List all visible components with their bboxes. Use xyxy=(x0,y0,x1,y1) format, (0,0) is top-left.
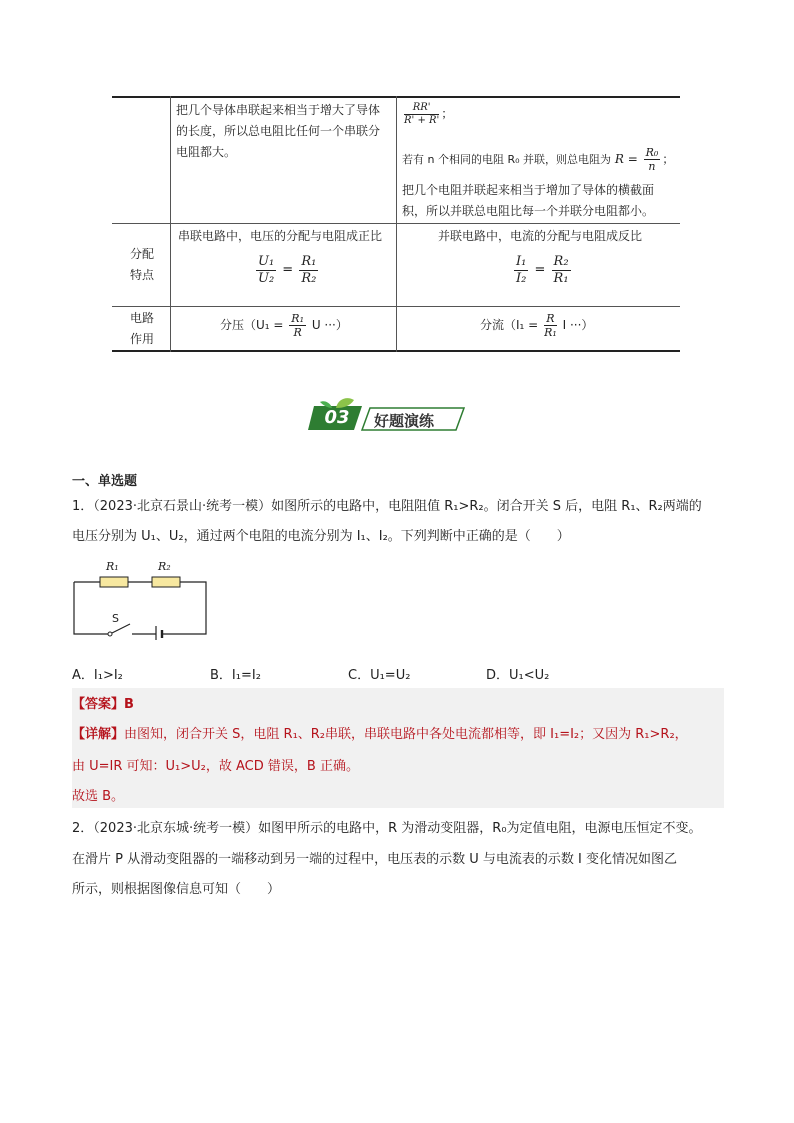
row3-series-formula: 分压（U₁ = $\frac{\text{R₁}}{R}$ U ···） xyxy=(220,312,348,340)
circuit-label-r2: R₂ xyxy=(158,560,171,573)
q1-option-a: A．I₁>I₂ xyxy=(72,668,123,683)
row2-label: 分配特点 xyxy=(129,247,154,282)
row3-label: 电路作用 xyxy=(129,311,154,346)
row1-parallel-n: 若有 n 个相同的电阻 R₀ 并联，则总电阻为 R = $\frac{\text{R₀}}{n}$ ； xyxy=(402,146,675,174)
switch-icon xyxy=(108,632,112,636)
row2-parallel-formula: $\frac{\text{I₁}}{\text{I₂}}$ = $\frac{\text{R₂}}{\text{R₁}}$ xyxy=(516,254,569,286)
q1-text-line2: 电压分别为 U₁、U₂，通过两个电阻的电流分别为 I₁、I₂。下列判断中正确的是（ ） xyxy=(72,529,570,544)
resistor-r1 xyxy=(100,577,128,587)
q2-text-line3: 所示，则根据图像信息可知（ ） xyxy=(72,882,281,897)
q1-conclusion: 故选 B。 xyxy=(72,789,125,804)
q1-option-b: B．I₁=I₂ xyxy=(210,668,261,683)
q1-answer: 【答案】B xyxy=(72,697,134,712)
table-col-divider xyxy=(170,96,171,352)
q2-text-line2: 在滑片 P 从滑动变阻器的一端移动到另一端的过程中，电压表的示数 U 与电流表的示数 I 变化情况如图乙 xyxy=(72,852,677,867)
row1-parallel-fraction: $\frac{RR'}{R' + R'}$ ； xyxy=(404,102,454,126)
table-col-divider xyxy=(396,96,397,352)
q1-detail-line2: 由 U=IR 可知：U₁>U₂，故 ACD 错误，B 正确。 xyxy=(72,759,359,774)
q2-text-line1: 2．（2023·北京东城·统考一模）如图甲所示的电路中，R 为滑动变阻器，R₀为定值电阻，电源电压恒定不变。 xyxy=(72,821,702,836)
circuit-label-switch: S xyxy=(112,612,119,625)
row3-parallel-formula: 分流（I₁ = $\frac{R}{\text{R₁}}$ I ···） xyxy=(480,312,594,340)
section-number: 03 xyxy=(324,407,350,428)
section-title: 好题演练 xyxy=(374,412,435,430)
q1-option-d: D．U₁<U₂ xyxy=(486,668,550,683)
comparison-table xyxy=(112,96,680,352)
row2-series-formula: $\frac{\text{U₁}}{\text{U₂}}$ = $\frac{\text{R₁}}{\text{R₂}}$ xyxy=(258,254,317,286)
q1-circuit-diagram xyxy=(72,560,212,640)
q1-option-c: C．U₁=U₂ xyxy=(348,668,411,683)
circuit-label-r1: R₁ xyxy=(106,560,119,573)
row1-series-text: 把几个导体串联起来相当于增大了导体的长度，所以总电阻比任何一个串联分电阻都大。 xyxy=(176,103,381,159)
section-heading: 一、单选题 xyxy=(72,474,138,489)
row2-series-head: 串联电路中，电压的分配与电阻成正比 xyxy=(178,229,383,243)
row2-parallel-head: 并联电路中，电流的分配与电阻成反比 xyxy=(438,229,643,243)
row1-parallel-area: 把几个电阻并联起来相当于增加了导体的横截面积，所以并联总电阻比每一个并联分电阻都小。 xyxy=(402,183,655,218)
section-header xyxy=(308,398,468,434)
q1-detail-line1: 【详解】由图知，闭合开关 S，电阻 R₁、R₂串联，串联电路中各处电流都相等，即 I₁=I₂；又因为 R₁>R₂， xyxy=(72,727,688,742)
q1-text-line1: 1．（2023·北京石景山·统考一模）如图所示的电路中，电阻阻值 R₁>R₂。闭合开关 S 后，电阻 R₁、R₂两端的 xyxy=(72,499,702,514)
resistor-r2 xyxy=(152,577,180,587)
